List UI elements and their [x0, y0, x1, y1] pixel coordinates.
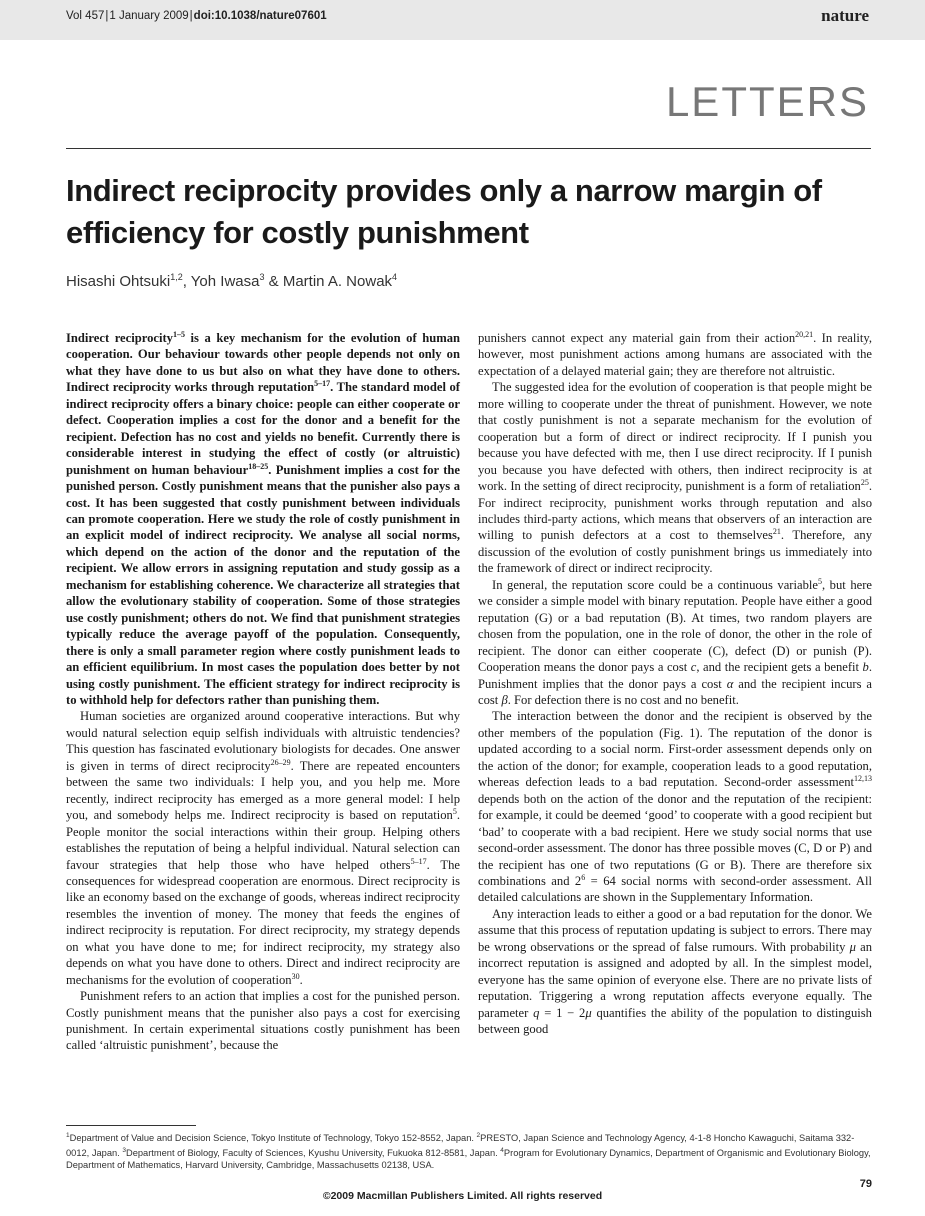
doi: doi:10.1038/nature07601 [193, 10, 327, 22]
citation-line: Vol 457|1 January 2009|doi:10.1038/nature07601 [66, 10, 327, 22]
citation: 21 [772, 527, 781, 537]
author-name: Hisashi Ohtsuki [66, 273, 171, 290]
page-number: 79 [859, 1178, 872, 1190]
body-paragraph: The interaction between the donor and the recipient is observed by the other members of the population (Fig. 1). The reputation of the donor is updated according to a social norm. First-order assessment depends only on the action of the donor; for example, cooperation leads to a good reputation, whereas defection leads to a bad reputation. Second-order assessment$^{12,13}$ depends both on the action of the donor and the reputation of the recipient: for example, it could be deemed ‘good’ to cooperate with a good recipient but ‘bad’ to cooperate with a bad recipient. Here we study social norms that use second-order assessment. The donor has three possible moves (C, D or P) and the recipient has one of two reputations (G or B). There are therefore six combinations and $2^6 = 64$ social norms with second-order assessment. All detailed calculations are shown in the Supplementary Information. [478, 709, 872, 905]
body-paragraph: punishers cannot expect any material gain from their action$^{20,21}$. In reality, however, most punishment actions among humans are associated with the expectation of a delayed material gain; they are therefore not altruistic. [478, 329, 873, 378]
citation: 5–17 [314, 379, 331, 389]
citation: 30 [291, 971, 300, 981]
abstract: Indirect reciprocity$^{1-5}$ is a key mechanism for the evolution of human cooperation. Our behaviour towards other people depends not only on what they have done to us but also on what they have done to others. Indirect reciprocity works through reputation$^{5-17}$. The standard model of indirect reciprocity offers a binary choice: people can either cooperate or defect. Cooperation implies a cost for the donor and a benefit for the recipient. Defection has no cost and yields no benefit. Currently there is considerable interest in studying the effect of costly (or altruistic) punishment on human behaviour$^{18-25}$. Punishment implies a cost for the punished person. Costly punishment means that the punisher also pays a cost. It has been suggested that costly punishment between individuals can promote cooperation. Here we study the role of costly punishment in an explicit model of indirect reciprocity. We analyse all social norms, which depend on the action of the donor and the reputation of the recipient. We allow errors in assigning reputation and study gossip as a mechanism for establishing coherence. We characterize all strategies that allow the evolutionary stability of cooperation. Some of those strategies use costly punishment; others do not. We find that punishment strategies typically reduce the average payoff of the population. Consequently, there is only a small parameter region where costly punishment leads to an efficient equilibrium. In most cases the population does better by not using costly punishment. The efficient strategy for indirect reciprocity is to withhold help for defectors rather than punishing them. [66, 329, 461, 707]
issue-date: 1 January 2009 [109, 10, 189, 22]
affiliation-ref: 4 [392, 272, 398, 282]
affiliation-ref: 1,2 [170, 272, 183, 282]
footnote-rule [66, 1125, 196, 1126]
citation: 18–25 [248, 461, 269, 471]
body-paragraph: Punishment refers to an action that implies a cost for the punished person. Costly punishment means that the punisher also pays a cost for exercising punishment. In certain experimental situations costly punishment has been called ‘altruistic punishment’, because the [66, 989, 460, 1053]
citation: 5–17 [410, 856, 427, 866]
author-list: Hisashi Ohtsuki$^{1,2}$, Yoh Iwasa$^3$ & Martin A. Nowak$^4$ [66, 272, 398, 290]
right-column [478, 330, 872, 1037]
author-name: Yoh Iwasa [190, 273, 260, 290]
body-paragraph: The suggested idea for the evolution of cooperation is that people might be more willing to cooperate under the threat of punishment. However, we note that costly punishment is not a separate mechanism for the evolution of cooperation but a form of direct or indirect reciprocity. If I punish you because you have defected with me, then I use direct reciprocity. If I punish you because you have defected with others, then indirect reciprocity is at work. In the setting of direct reciprocity, punishment is a form of retaliation$^{25}$. For indirect reciprocity, punishment works through reputation and also includes third-party actions, which means that observers of an interaction are willing to punish defectors at a cost to themselves$^{21}$. Therefore, any discussion of the evolution of costly punishment brings us immediately into the framework of direct or indirect reciprocity. [478, 380, 872, 576]
left-column [66, 330, 460, 1054]
citation: 20,21 [795, 329, 814, 339]
article-title: Indirect reciprocity provides only a narrow margin of efficiency for costly punishment [66, 173, 822, 250]
affiliation-ref: 3 [259, 272, 265, 282]
exponent: 6 [581, 872, 586, 882]
body-paragraph: Human societies are organized around cooperative interactions. But why would natural selection equip selfish individuals with altruistic tendencies? This question has fascinated evolutionary biologists for decades. One answer is given in terms of direct reciprocity$^{26-29}$. There are repeated encounters between the same two individuals: I help you, and you help me. More recently, indirect reciprocity has emerged as a more general model: I help you, and somebody helps me. Indirect reciprocity is based on reputation$^5$. People monitor the social interactions within their group. Helping others establishes the reputation of being a helpful individual. Natural selection can favour strategies that help those who have helped others$^{5-17}$. The consequences for widespread cooperation are enormous. Direct reciprocity is like an economy based on the exchange of goods, whereas indirect reciprocity resembles the invention of money. The money that feeds the engines of indirect reciprocity is reputation. For direct reciprocity, my strategy depends on what you have done to me; for indirect reciprocity, my strategy also depends on what you have done to others. Direct and indirect reciprocity are mechanisms for the evolution of cooperation$^{30}$. [66, 709, 461, 987]
volume: Vol 457 [66, 10, 105, 22]
body-paragraph: In general, the reputation score could be a continuous variable$^5$, but here we consider a simple model with binary reputation. People have either a good reputation (G) or a bad reputation (B). At times, two random players are chosen from the population, one in the role of donor, the other in the role of recipient. The donor can either cooperate (C), defect (D) or punish (P). Cooperation means the donor pays a cost c, and the recipient gets a benefit b. Punishment implies that the donor pays a cost α and the recipient incurs a cost β. For defection there is no cost and no benefit. [478, 576, 872, 707]
journal-header-bar [0, 0, 925, 40]
citation: 12,13 [854, 774, 872, 784]
affiliations-footnote: $^1$Department of Value and Decision Science, Tokyo Institute of Technology, Tokyo 152-8552, Japan. $^2$PRESTO, Japan Science and Technology Agency, 4-1-8 Honcho Kawaguchi, Saitama 332-0012, Japan. $^3$Department of Biology, Faculty of Sciences, Kyushu University, Fukuoka 812-8581, Japan. $^4$Program for Evolutionary Dynamics, Department of Organismic and Evolutionary Biology, Department of Mathematics, Harvard University, Cambridge, Massachusetts 02138, USA. [66, 1132, 871, 1171]
citation: 5 [452, 806, 457, 816]
copyright-notice: ©2009 Macmillan Publishers Limited. All rights reserved [322, 1190, 603, 1202]
citation: 25 [860, 477, 869, 487]
header-rule [66, 148, 871, 149]
body-paragraph: Any interaction leads to either a good or a bad reputation for the donor. We assume that this process of reputation updating is subject to errors. There may be wrong observations or the spread of false rumours. With probability μ an incorrect reputation is assigned and adopted by all. In the simplest model, everyone has the same opinion of everyone else. There are no private lists of reputation. Triggering a wrong reputation affects everyone equally. The parameter q = 1 − 2μ quantifies the ability of the population to distinguish between good [478, 906, 872, 1037]
citation: 5 [817, 576, 822, 586]
citation: 1–5 [172, 329, 185, 339]
section-label: LETTERS [665, 78, 869, 125]
author-name: & Martin A. Nowak [268, 273, 393, 290]
journal-logo: nature [821, 6, 869, 25]
citation: 26–29 [270, 757, 291, 767]
